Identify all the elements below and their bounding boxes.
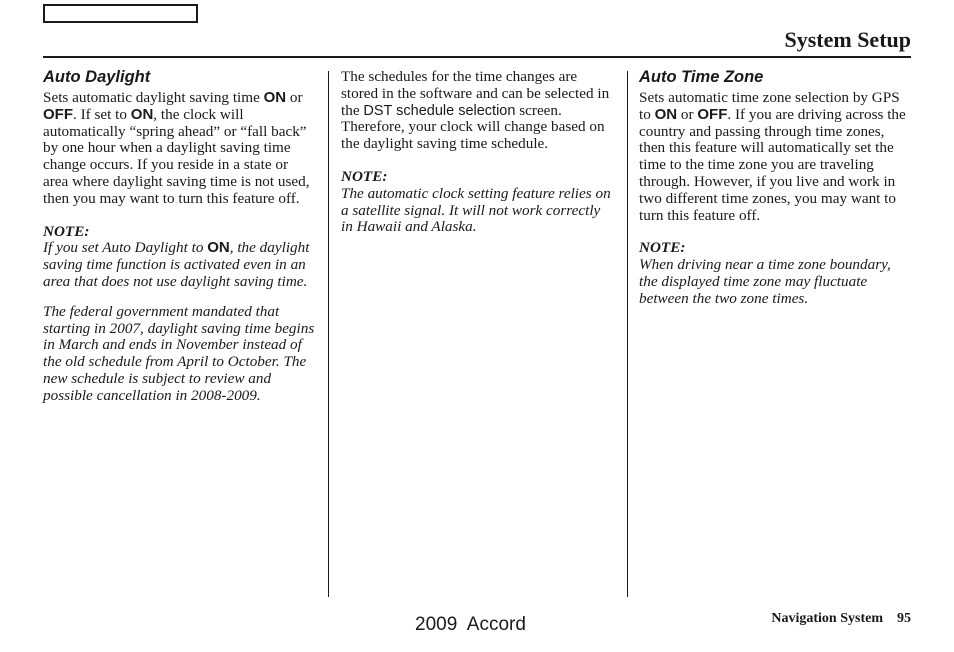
page-number: 95	[897, 611, 911, 626]
column-dst-schedule	[341, 69, 613, 236]
body-paragraph: Sets automatic time zone selection by GPS to ON or OFF. If you are driving across the country and passing through time zones, then this feature will automatically set the time to the time zone you are traveling through. However, if you live and work in two different time zones, you may want to turn this feature off.	[639, 89, 906, 224]
note-text: The automatic clock setting feature relies on a satellite signal. It will not work correctly in Hawaii and Alaska.	[341, 184, 611, 236]
column-auto-time-zone	[639, 68, 911, 308]
header-tab-box	[43, 4, 198, 23]
body-paragraph: The schedules for the time changes are stored in the software and can be selected in the DST schedule selection screen. Therefore, your clock will change based on the daylight saving time schedule.	[341, 68, 610, 153]
column-divider	[328, 71, 329, 597]
body-paragraph: Sets automatic daylight saving time ON or OFF. If set to ON, the clock will automatically “spring ahead” or “fall back” by one hour when a daylight saving time change occurs. If you reside in a state or area where daylight saving time is not used, then you may want to turn this feature off.	[43, 89, 310, 207]
on-option-label: ON	[654, 105, 678, 123]
section-heading: Auto Daylight	[43, 68, 151, 86]
footer-section-page	[771, 611, 911, 627]
note-label: NOTE:	[43, 222, 90, 240]
section-heading: Auto Time Zone	[639, 68, 764, 86]
on-option-label: ON	[263, 89, 287, 106]
footer-model: 2009 Accord	[415, 614, 526, 635]
column-auto-daylight	[43, 68, 315, 405]
off-option-label: OFF	[43, 105, 73, 123]
off-option-label: OFF	[697, 105, 728, 123]
note-text: The federal government mandated that starting in 2007, daylight saving time begins in March and ends in November instead of the old schedule from April to October. The new schedule is subject to review and possible cancellation in 2008-2009.	[43, 302, 315, 404]
note-text: When driving near a time zone boundary, the displayed time zone may fluctuate between the two zone times.	[639, 256, 891, 307]
note-label: NOTE:	[639, 239, 686, 257]
note-label: NOTE:	[341, 167, 388, 185]
note-text: If you set Auto Daylight to ON, the daylight saving time function is activated even in an area that does not use daylight saving time.	[43, 239, 310, 290]
footer-section: Navigation System	[771, 611, 883, 626]
on-option-label: ON	[207, 239, 230, 257]
column-divider	[627, 71, 628, 597]
page-title: System Setup	[784, 27, 911, 52]
header-rule	[43, 56, 911, 58]
on-option-label: ON	[130, 105, 154, 123]
dst-schedule-selection-label: DST schedule selection	[363, 102, 516, 119]
